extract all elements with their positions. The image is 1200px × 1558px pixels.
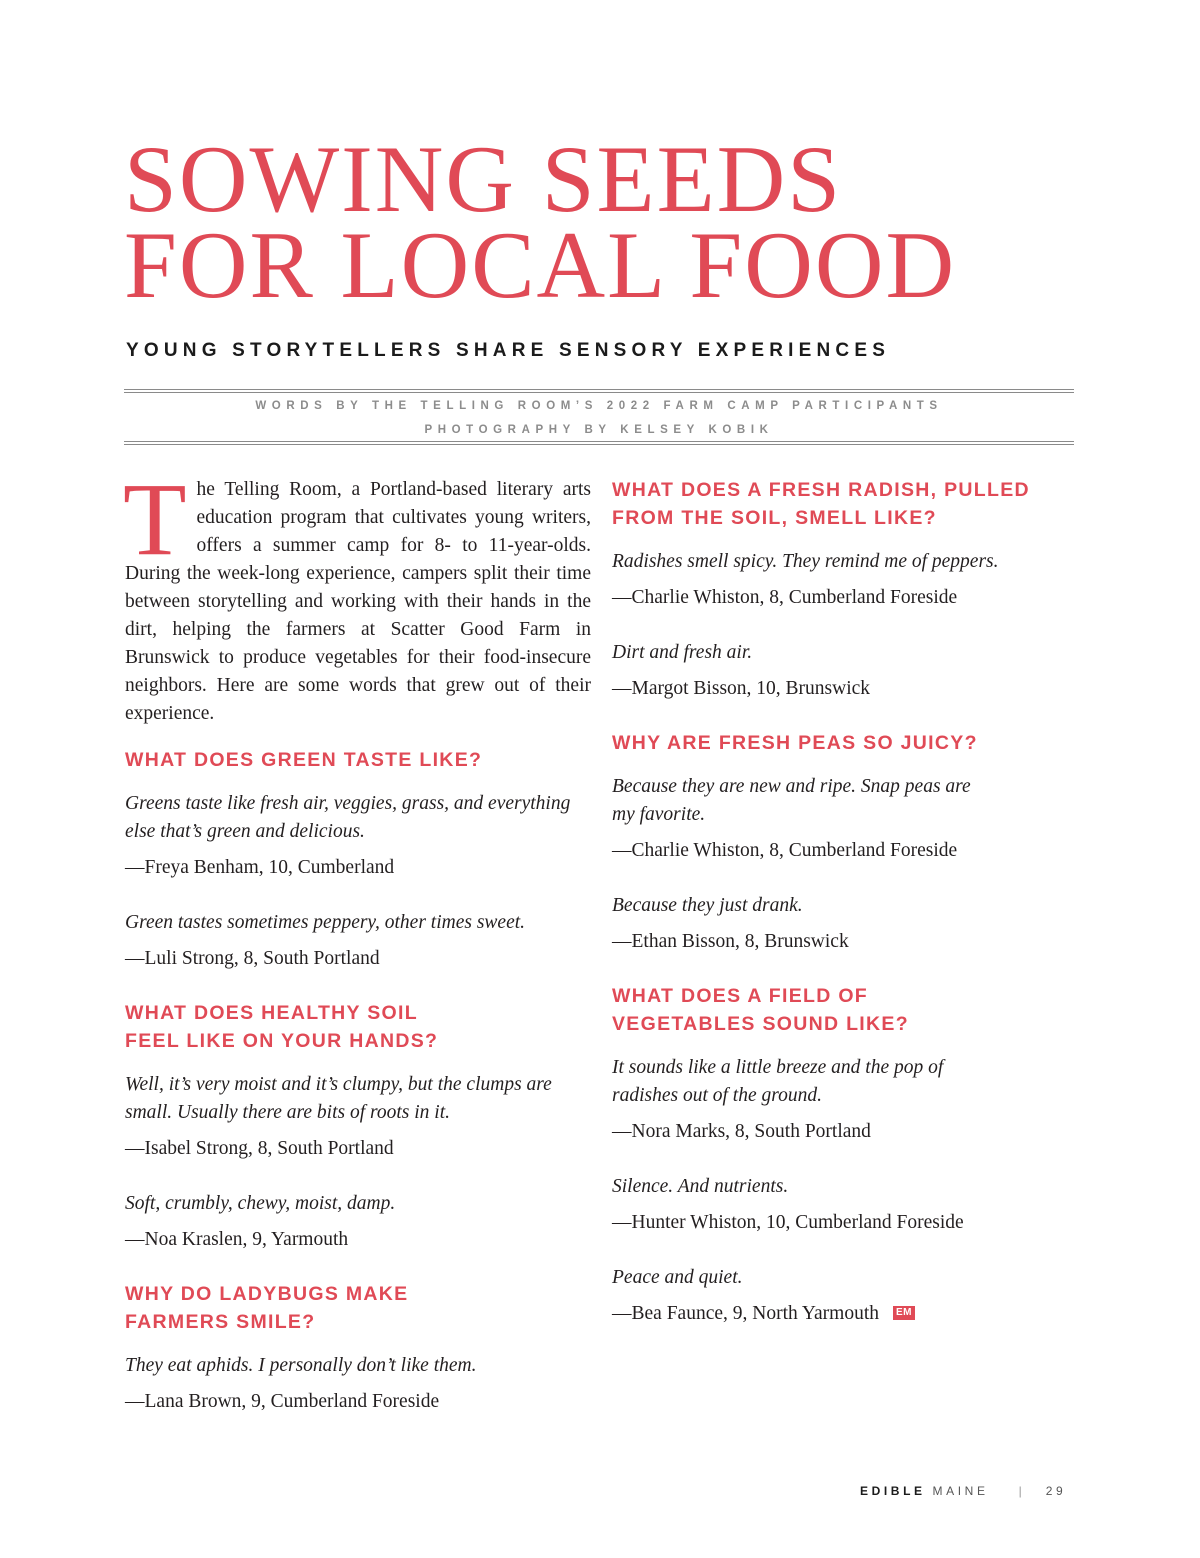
photo-credit: PHOTOGRAPHY BY KELSEY KOBIK: [424, 424, 774, 436]
answer-attribution: —Luli Strong, 8, South Portland: [125, 948, 380, 969]
question-field-sound: [612, 982, 1074, 1038]
article-subtitle: YOUNG STORYTELLERS SHARE SENSORY EXPERIENCES: [126, 340, 891, 361]
answer-line: Silence. And nutrients.: [612, 1176, 789, 1197]
question-line: WHAT DOES GREEN TASTE LIKE?: [125, 749, 483, 771]
question-green-taste: [125, 746, 591, 774]
answer-attribution: —Ethan Bisson, 8, Brunswick: [612, 931, 849, 952]
question-line: WHY ARE FRESH PEAS SO JUICY?: [612, 732, 978, 754]
answer-quote: [612, 1054, 1074, 1110]
answer-quote: [612, 892, 1074, 920]
question-line: FARMERS SMILE?: [125, 1311, 316, 1333]
answer-line: Greens taste like fresh air, veggies, grass, and everything: [125, 793, 571, 814]
drop-cap: T: [123, 462, 187, 577]
question-fresh-peas: [612, 729, 1074, 757]
answer-line: Well, it’s very moist and it’s clumpy, but the clumps are: [125, 1074, 552, 1095]
answer-line: Because they are new and ripe. Snap peas are: [612, 776, 971, 797]
footer-separator: |: [1018, 1484, 1022, 1498]
answer-attribution: [612, 1300, 1074, 1328]
attribution-text: —Bea Faunce, 9, North Yarmouth: [612, 1303, 880, 1324]
answer-attribution: —Lana Brown, 9, Cumberland Foreside: [125, 1391, 440, 1412]
answer-attribution: —Noa Kraslen, 9, Yarmouth: [125, 1229, 349, 1250]
answer-attribution: —Charlie Whiston, 8, Cumberland Foreside: [612, 840, 958, 861]
answer-attribution: —Freya Benham, 10, Cumberland: [125, 857, 395, 878]
page-footer: [860, 1484, 1066, 1498]
edible-maine-end-mark-icon: EM: [893, 1306, 915, 1320]
answer-attribution: —Margot Bisson, 10, Brunswick: [612, 678, 871, 699]
intro-body: he Telling Room, a Portland-based literary arts education program that cultivates young writers, offers a summer camp for 8- to 11-year-olds. During the week-long experience, campers split their time between storytelling and working with their hands in the dirt, helping the farmers at Scatter Good Farm in Brunswick to produce vegetables for their food-insecure neighbors. Here are some words that grew out of their experience.: [125, 479, 591, 724]
footer-brand: EDIBLE: [860, 1484, 926, 1498]
answer-quote: [125, 1071, 591, 1127]
question-line: WHAT DOES HEALTHY SOIL: [125, 1002, 418, 1024]
answer-quote: [125, 1352, 591, 1380]
answer-line: Soft, crumbly, chewy, moist, damp.: [125, 1193, 396, 1214]
question-fresh-radish: [612, 476, 1074, 532]
question-line: FROM THE SOIL, SMELL LIKE?: [612, 507, 937, 529]
answer-line: else that’s green and delicious.: [125, 821, 365, 842]
answer-quote: [125, 790, 591, 846]
answer-line: Green tastes sometimes peppery, other times sweet.: [125, 912, 526, 933]
answer-attribution: —Isabel Strong, 8, South Portland: [125, 1138, 394, 1159]
question-healthy-soil: [125, 999, 591, 1055]
question-line: WHAT DOES A FIELD OF: [612, 985, 869, 1007]
answer-line: Because they just drank.: [612, 895, 803, 916]
answer-line: It sounds like a little breeze and the pop of: [612, 1057, 944, 1078]
answer-quote: [125, 909, 591, 937]
top-double-rule: [124, 389, 1074, 393]
page-number: 29: [1045, 1484, 1067, 1498]
bottom-double-rule: [124, 441, 1074, 445]
answer-quote: [125, 1190, 591, 1218]
intro-paragraph: [123, 462, 591, 728]
answer-line: radishes out of the ground.: [612, 1085, 822, 1106]
question-line: WHAT DOES A FRESH RADISH, PULLED: [612, 479, 1030, 501]
question-line: VEGETABLES SOUND LIKE?: [612, 1013, 909, 1035]
answer-line: Peace and quiet.: [612, 1267, 743, 1288]
title-line-2: FOR LOCAL FOOD: [124, 212, 957, 318]
answer-attribution: —Charlie Whiston, 8, Cumberland Foreside: [612, 587, 958, 608]
right-column: [612, 476, 1074, 1355]
question-line: WHY DO LADYBUGS MAKE: [125, 1283, 409, 1305]
answer-line: my favorite.: [612, 804, 706, 825]
answer-line: They eat aphids. I personally don’t like them.: [125, 1355, 477, 1376]
answer-line: Radishes smell spicy. They remind me of peppers.: [612, 551, 999, 572]
title-line-1: SOWING SEEDS: [124, 126, 843, 232]
answer-line: small. Usually there are bits of roots in it.: [125, 1102, 450, 1123]
answer-attribution: —Hunter Whiston, 10, Cumberland Foreside: [612, 1212, 964, 1233]
question-line: FEEL LIKE ON YOUR HANDS?: [125, 1030, 439, 1052]
answer-quote: [612, 1264, 1074, 1292]
answer-quote: [612, 548, 1074, 576]
article-title: [124, 126, 1124, 318]
left-column: [123, 462, 591, 1443]
words-credit: WORDS BY THE TELLING ROOM’S 2022 FARM CAMP PARTICIPANTS: [255, 400, 943, 412]
answer-line: Dirt and fresh air.: [612, 642, 753, 663]
answer-quote: [612, 1173, 1074, 1201]
answer-quote: [612, 639, 1074, 667]
answer-attribution: —Nora Marks, 8, South Portland: [612, 1121, 871, 1142]
footer-brand-rest: MAINE: [932, 1484, 989, 1498]
answer-quote: [612, 773, 1074, 829]
question-ladybugs: [125, 1280, 591, 1336]
